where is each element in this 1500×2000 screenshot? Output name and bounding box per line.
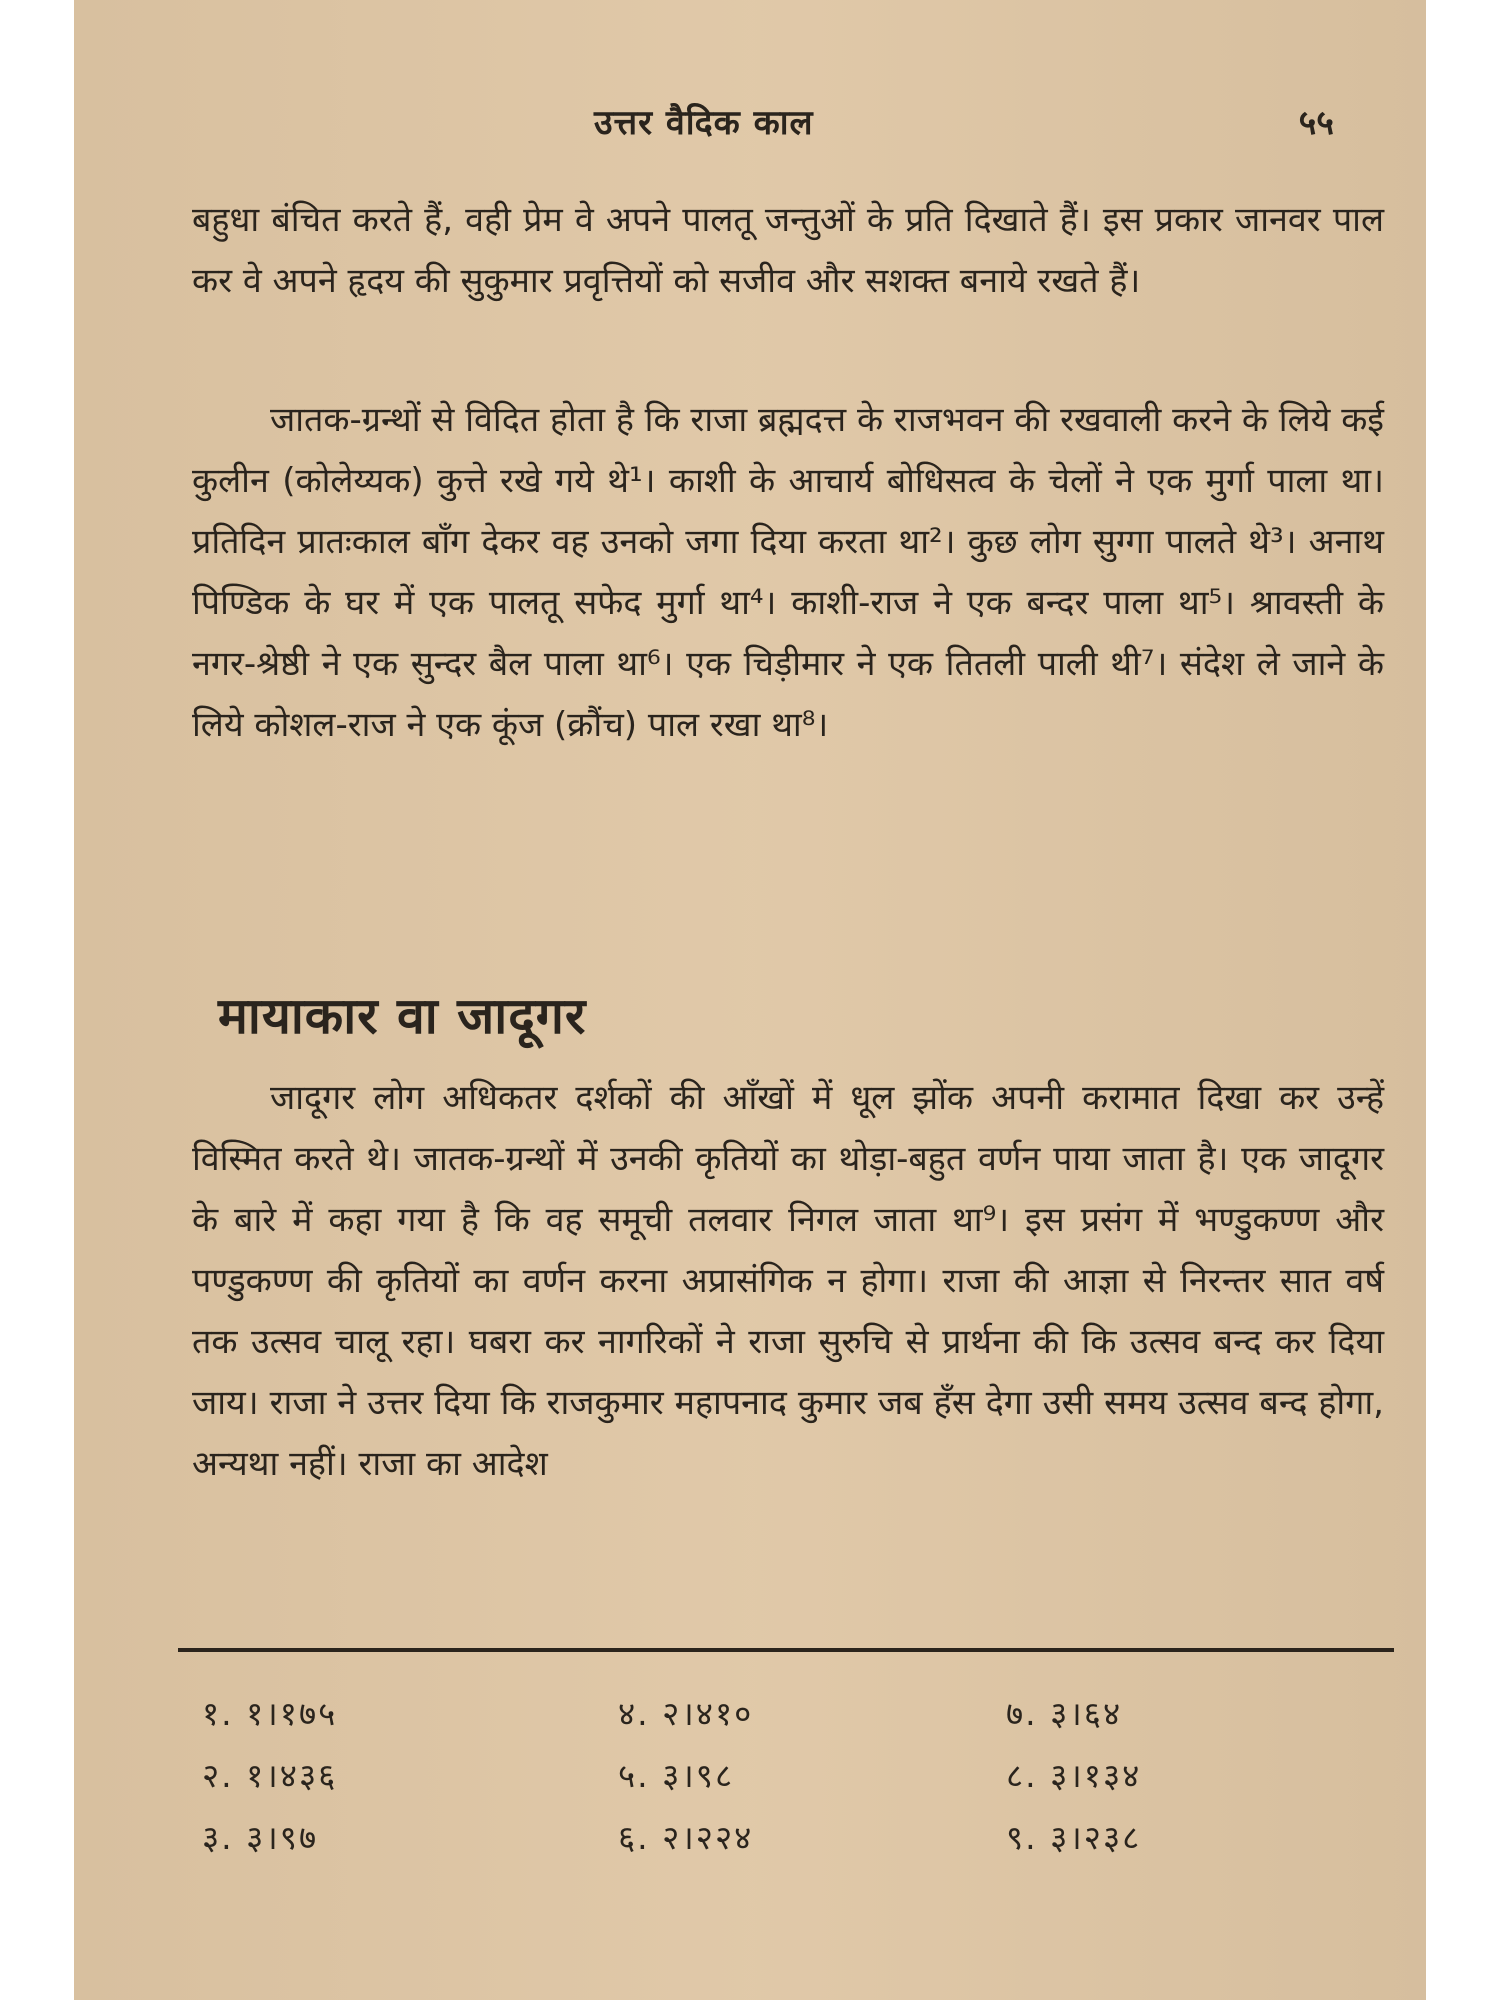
footnote-8: ८. ३।१३४ [1006,1756,1142,1795]
footnote-divider [178,1648,1394,1652]
footnote-1: १. १।१७५ [202,1694,338,1733]
footnotes [202,1690,1322,1890]
running-title: उत्तर वैदिक काल [594,103,814,143]
page-number: ५५ [1298,103,1334,143]
footnote-6: ६. २।२२४ [618,1818,754,1857]
footnote-5: ५. ३।९८ [618,1756,735,1795]
footnote-7: ७. ३।६४ [1006,1694,1123,1733]
book-page [74,0,1426,2000]
footnote-3: ३. ३।९७ [202,1818,319,1857]
body-paragraph-1: बहुधा बंचित करते हैं, वही प्रेम वे अपने पालतू जन्तुओं के प्रति दिखाते हैं। इस प्रकार जानवर पाल कर वे अपने हृदय की सुकुमार प्रवृत्तियों को सजीव और सशक्त बनाये रखते हैं। [192,200,1384,301]
running-header [74,98,1426,148]
section-heading: मायाकार वा जादूगर [218,987,587,1045]
footnote-4: ४. २।४१० [618,1694,754,1733]
footnote-9: ९. ३।२३८ [1006,1818,1142,1857]
body-paragraph-2: जातक-ग्रन्थों से विदित होता है कि राजा ब्रह्मदत्त के राजभवन की रखवाली करने के लिये कई कुलीन (कोलेय्यक) कुत्ते रखे गये थे¹। काशी के आचार्य बोधिसत्व के चेलों ने एक मुर्गा पाला था। प्रतिदिन प्रातःकाल बाँग देकर वह उनको जगा दिया करता था²। कुछ लोग सुग्गा पालते थे³। अनाथ पिण्डिक के घर में एक पालतू सफेद मुर्गा था⁴। काशी-राज ने एक बन्दर पाला था⁵। श्रावस्ती के नगर-श्रेष्ठी ने एक सुन्दर बैल पाला था⁶। एक चिड़ीमार ने एक तितली पाली थी⁷। संदेश ले जाने के लिये कोशल-राज ने एक कूंज (क्रौंच) पाल रखा था⁸। [192,400,1384,745]
body-paragraph-3: जादूगर लोग अधिकतर दर्शकों की आँखों में धूल झोंक अपनी करामात दिखा कर उन्हें विस्मित करते थे। जातक-ग्रन्थों में उनकी कृतियों का थोड़ा-बहुत वर्णन पाया जाता है। एक जादूगर के बारे में कहा गया है कि वह समूची तलवार निगल जाता था⁹। इस प्रसंग में भण्डुकण्ण और पण्डुकण्ण की कृतियों का वर्णन करना अप्रासंगिक न होगा। राजा की आज्ञा से निरन्तर सात वर्ष तक उत्सव चालू रहा। घबरा कर नागरिकों ने राजा सुरुचि से प्रार्थना की कि उत्सव बन्द कर दिया जाय। राजा ने उत्तर दिया कि राजकुमार महापनाद कुमार जब हँस देगा उसी समय उत्सव बन्द होगा, अन्यथा नहीं। राजा का आदेश [192,1078,1384,1484]
footnote-2: २. १।४३६ [202,1756,338,1795]
